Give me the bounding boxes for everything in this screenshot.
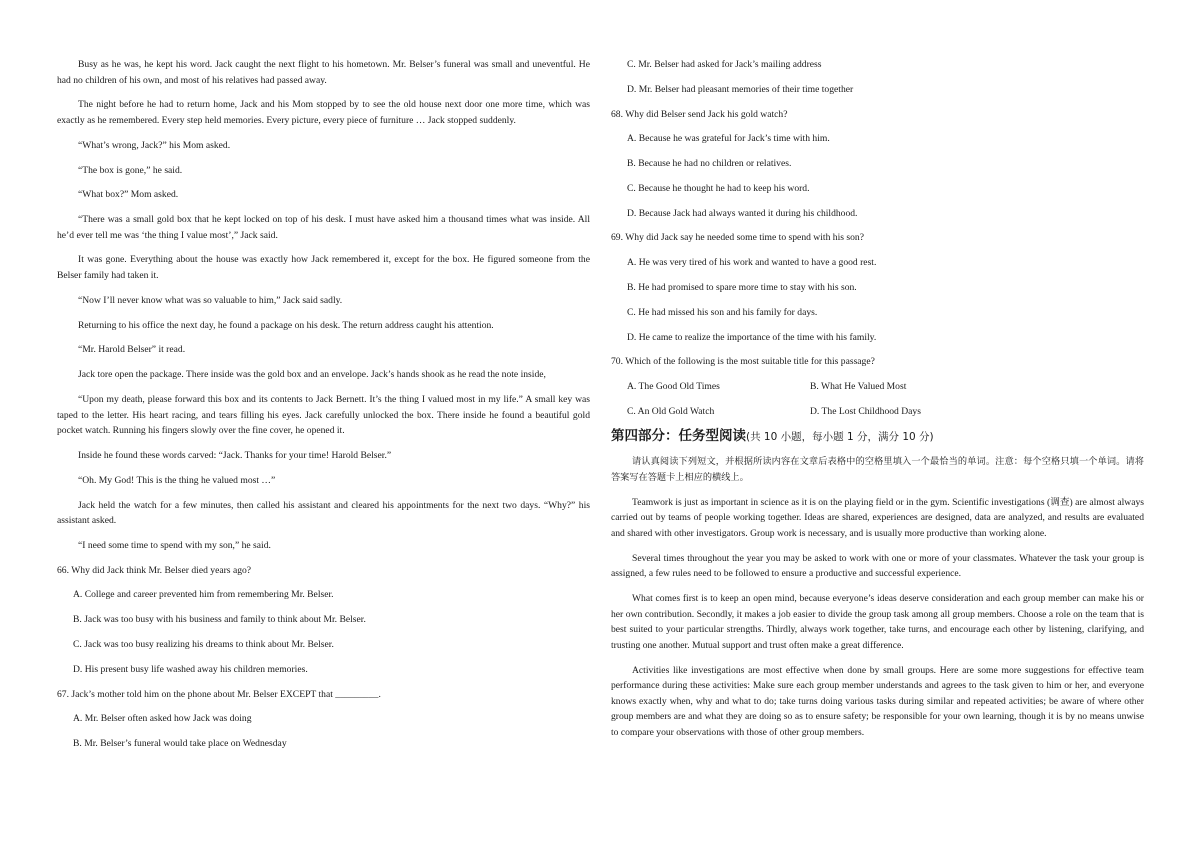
- passage-paragraph: What comes first is to keep an open mind, because everyone’s ideas deserve consideration and each group member can make his or her own contribution. Secondly, it makes a job easier to divide the group task among all group members. Choose a role on the team that is best suited to your particular strengths. Thirdly, always work together, take turns, and encourage each other by listening, clarifying, and trusting one another. Mutual support and trust often make a great difference.: [611, 593, 1144, 651]
- option-69-c: C. He had missed his son and his family for days.: [627, 306, 818, 318]
- option-70-d: D. The Lost Childhood Days: [810, 405, 921, 417]
- story-paragraph: The night before he had to return home, Jack and his Mom stopped by to see the old house next door one more time, which was exactly as he remembered. Every step held memories. Every picture, every piece of furniture … Jack stopped suddenly.: [57, 99, 590, 126]
- option-68-a: A. Because he was grateful for Jack’s time with him.: [627, 133, 830, 145]
- story-paragraph: “Now I’ll never know what was so valuable to him,” Jack said sadly.: [78, 294, 343, 306]
- option-67-a: A. Mr. Belser often asked how Jack was doing: [73, 713, 252, 725]
- option-69-d: D. He came to realize the importance of the time with his family.: [627, 331, 877, 343]
- option-70-a: A. The Good Old Times: [627, 381, 720, 393]
- question-69: 69. Why did Jack say he needed some time to spend with his son?: [611, 232, 864, 244]
- option-66-b: B. Jack was too busy with his business and family to think about Mr. Belser.: [73, 614, 366, 626]
- story-paragraph: Jack tore open the package. There inside was the gold box and an envelope. Jack’s hands shook as he read the note inside,: [78, 369, 546, 381]
- section-4-heading: [611, 429, 1144, 446]
- section-4-title: 第四部分：任务型阅读: [611, 427, 746, 444]
- section-4-instruction: 请认真阅读下列短文，并根据所读内容在文章后表格中的空格里填入一个最恰当的单词。注意：每个空格只填一个单词。请将答案写在答题卡上相应的横线上。: [611, 456, 1144, 483]
- options-70-row-1: [611, 379, 1144, 395]
- story-paragraph: Jack held the watch for a few minutes, then called his assistant and cleared his appointments for the next two days. “Why?” his assistant asked.: [57, 499, 590, 527]
- question-67: 67. Jack’s mother told him on the phone about Mr. Belser EXCEPT that _________.: [57, 688, 381, 700]
- story-paragraph: “I need some time to spend with my son,” he said.: [78, 539, 271, 551]
- passage-paragraph: Teamwork is just as important in science as it is on the playing field or in the gym. Scientific investigations (调查) are almost always carried out by teams of people working together. Ideas are shared, experiences are designed, data are analyzed, and results are evaluated and shared with other investigators. Group work is necessary, and is usually more productive than working alone.: [611, 496, 1144, 539]
- story-paragraph: Returning to his office the next day, he found a package on his desk. The return address caught his attention.: [78, 319, 494, 331]
- story-paragraph: “What’s wrong, Jack?” his Mom asked.: [78, 139, 231, 151]
- story-paragraph: “Oh. My God! This is the thing he valued most …”: [78, 474, 276, 486]
- question-66: 66. Why did Jack think Mr. Belser died years ago?: [57, 564, 252, 576]
- question-70: 70. Which of the following is the most suitable title for this passage?: [611, 356, 875, 368]
- option-66-d: D. His present busy life washed away his children memories.: [73, 663, 308, 675]
- story-paragraph: “There was a small gold box that he kept locked on top of his desk. I must have asked him a thousand times what was inside. All he’d ever tell me was ‘the thing I value most’,” Jack said.: [57, 214, 590, 241]
- question-68: 68. Why did Belser send Jack his gold watch?: [611, 108, 788, 120]
- story-paragraph: “What box?” Mom asked.: [78, 189, 179, 201]
- option-70-b: B. What He Valued Most: [810, 381, 907, 393]
- passage-paragraph: Activities like investigations are most effective when done by small groups. Here are some more suggestions for effective team performance during these activities: Make sure each group member understands and agrees to the task given to him or her, and everyone knows exactly when, why and what to do; take turns doing various tasks during similar and repeated activities; be aware of where other group members are and what they are doing so as to ensure safety; be responsible for your own learning, though it is by no means unwise to compare your observations with those of other group members.: [611, 664, 1144, 738]
- option-70-c: C. An Old Gold Watch: [627, 405, 715, 417]
- option-67-c: C. Mr. Belser had asked for Jack’s mailing address: [627, 59, 822, 70]
- option-66-a: A. College and career prevented him from remembering Mr. Belser.: [73, 589, 334, 601]
- story-paragraph: Busy as he was, he kept his word. Jack caught the next flight to his hometown. Mr. Belser’s funeral was small and uneventful. He had no children of his own, and most of his relatives had passed away.: [57, 59, 590, 86]
- section-4-subtitle: (共 10 小题，每小题 1 分，满分 10 分): [746, 430, 934, 443]
- story-paragraph: It was gone. Everything about the house was exactly how Jack remembered it, except for the box. He figured someone from the Belser family had taken it.: [57, 254, 590, 282]
- option-67-d: D. Mr. Belser had pleasant memories of their time together: [627, 83, 854, 95]
- story-paragraph: Inside he found these words carved: “Jack. Thanks for your time! Harold Belser.”: [78, 449, 392, 461]
- story-paragraph: “The box is gone,” he said.: [78, 164, 183, 176]
- story-paragraph: “Upon my death, please forward this box and its contents to Jack Bernett. It’s the thing I valued most in my life.” A small key was taped to the letter. His heart racing, and tears filling his eyes. Jack carefully unlocked the box. There inside he found a beautiful gold pocket watch. Running his fingers slowly over the fine cover, he opened it.: [57, 393, 590, 437]
- option-68-d: D. Because Jack had always wanted it during his childhood.: [627, 207, 858, 219]
- option-69-b: B. He had promised to spare more time to stay with his son.: [627, 282, 857, 294]
- option-68-c: C. Because he thought he had to keep his word.: [627, 182, 810, 194]
- option-66-c: C. Jack was too busy realizing his dreams to think about Mr. Belser.: [73, 639, 334, 650]
- option-69-a: A. He was very tired of his work and wanted to have a good rest.: [627, 257, 877, 269]
- options-70-row-2: [611, 404, 1144, 420]
- story-paragraph: “Mr. Harold Belser” it read.: [78, 344, 186, 356]
- option-67-b: B. Mr. Belser’s funeral would take place on Wednesday: [73, 738, 287, 750]
- option-68-b: B. Because he had no children or relatives.: [627, 158, 792, 170]
- right-column: [611, 57, 1144, 750]
- passage-paragraph: Several times throughout the year you may be asked to work with one or more of your classmates. Whatever the task your group is assigned, a few rules need to be followed to ensure a productive and successful experience.: [611, 552, 1144, 580]
- left-column: [57, 57, 590, 761]
